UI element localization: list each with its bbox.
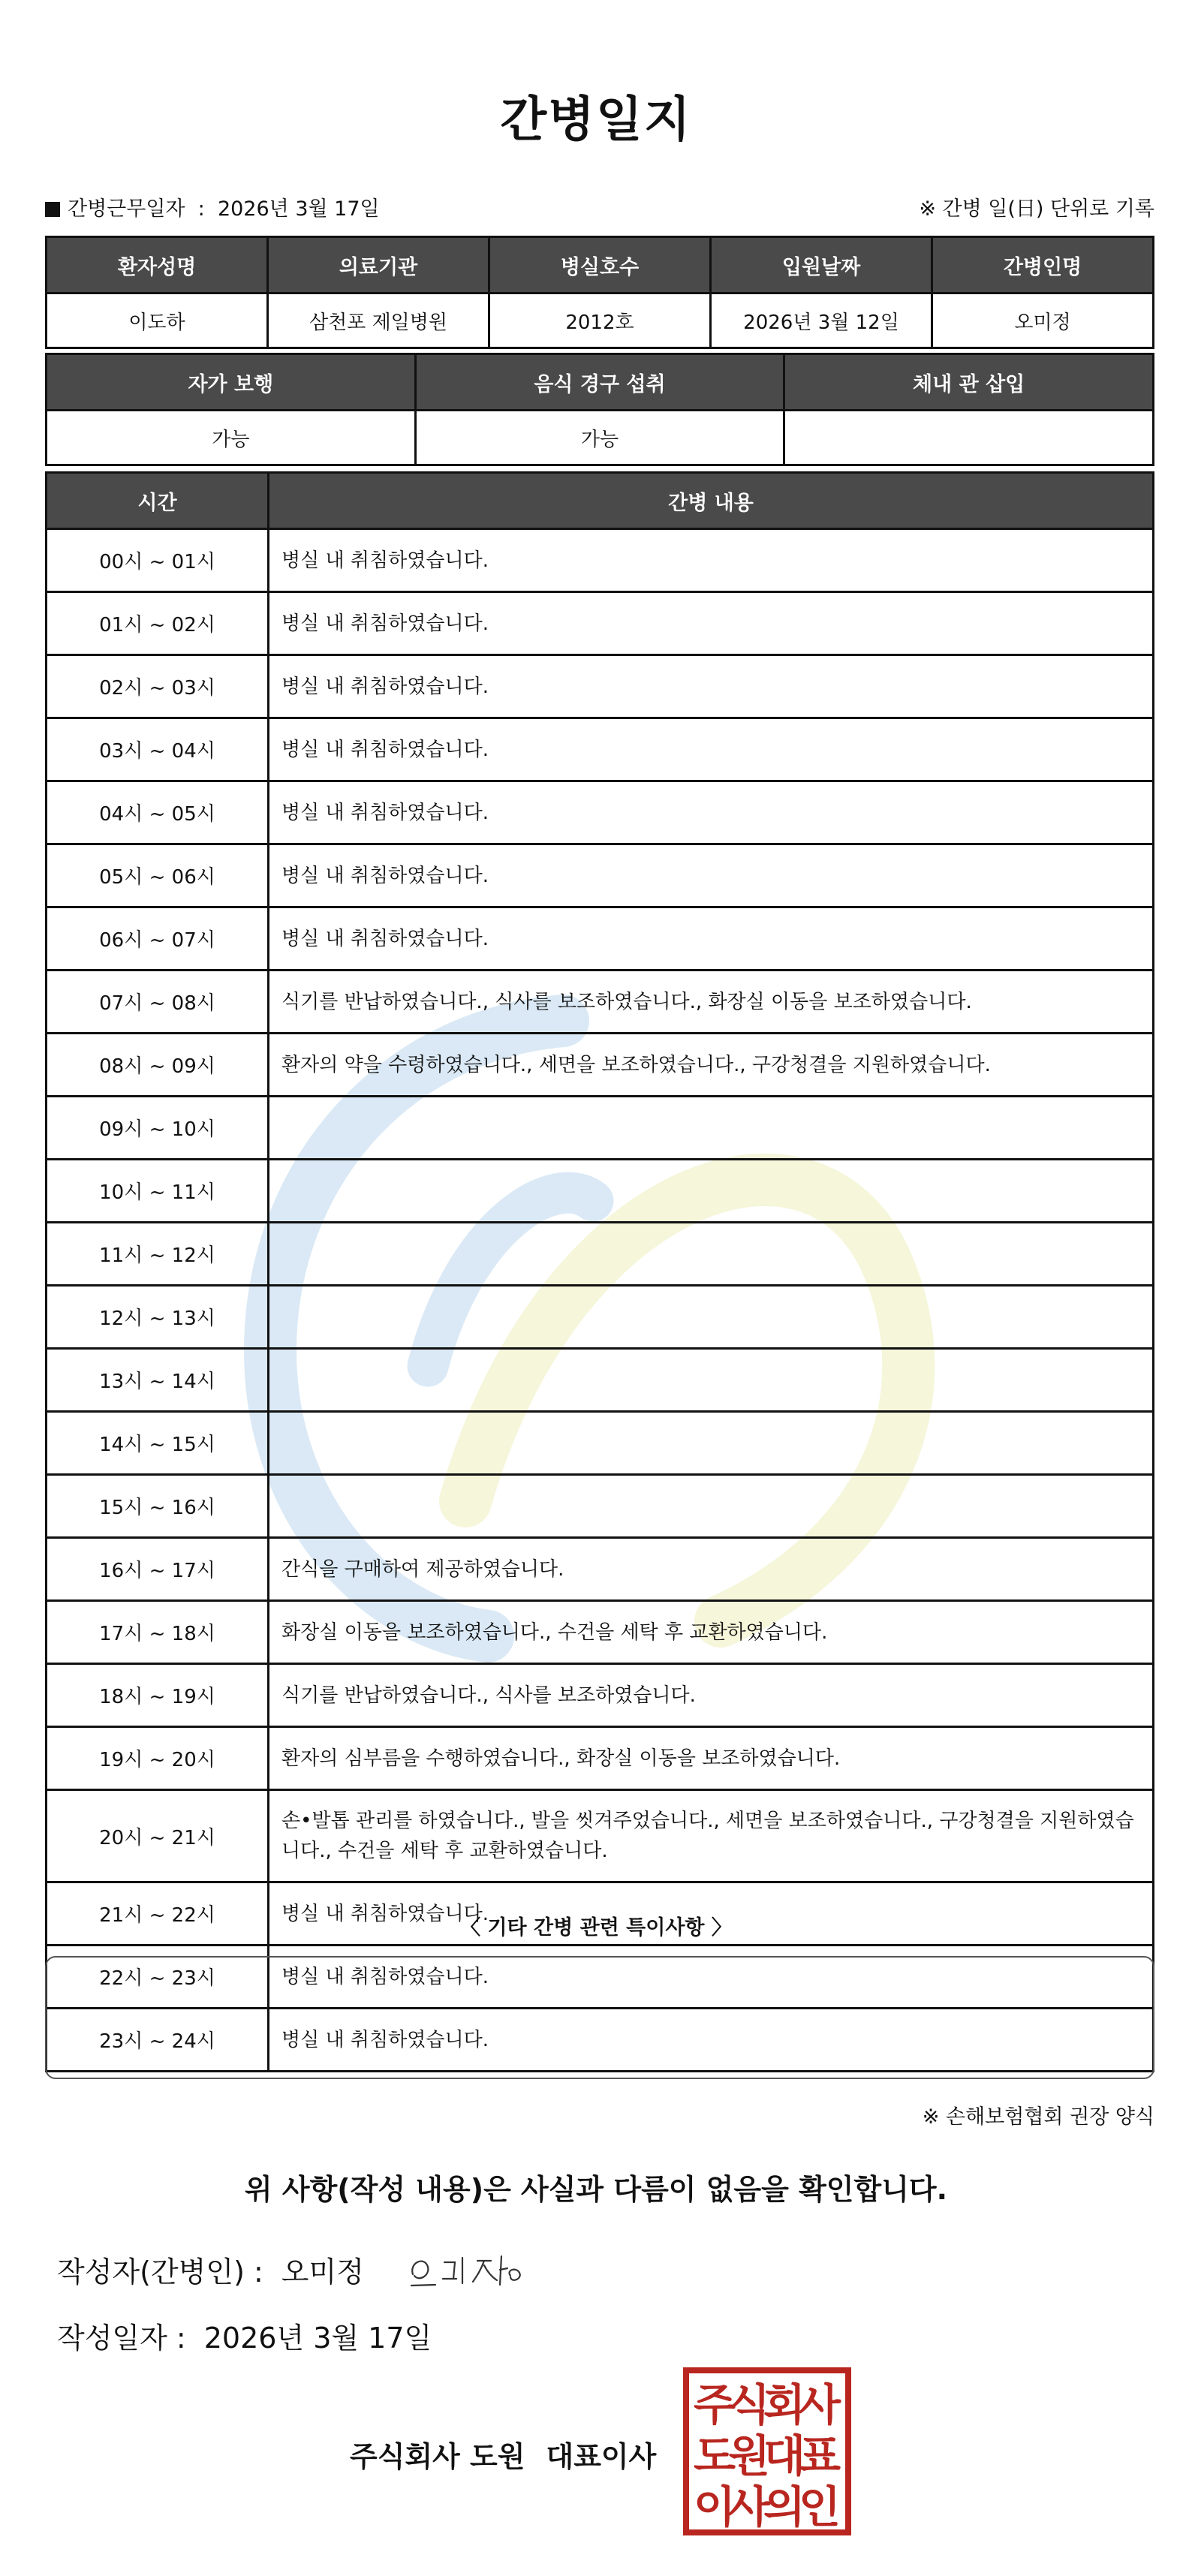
written-date-value: 2026년 3월 17일 (203, 2322, 432, 2355)
value-hospital: 삼천포 제일병원 (268, 293, 489, 348)
row-time: 23시 ~ 24시 (47, 2009, 269, 2072)
row-time: 17시 ~ 18시 (47, 1601, 269, 1664)
table-row (47, 1160, 1154, 1223)
format-note: ※ 손해보험협회 권장 양식 (922, 2105, 1154, 2129)
work-date-label: 간병근무일자 (68, 197, 185, 221)
value-caregiver: 오미정 (932, 293, 1154, 348)
row-time: 14시 ~ 15시 (47, 1412, 269, 1475)
table-row (47, 1538, 1154, 1601)
table-row (47, 1790, 1154, 1882)
patient-info-table (45, 236, 1154, 349)
row-content (269, 1412, 1154, 1475)
table-row (47, 971, 1154, 1034)
header-care-content: 간병 내용 (269, 473, 1154, 529)
writer-line (57, 2249, 364, 2290)
row-time: 03시 ~ 04시 (47, 718, 269, 781)
table-row (47, 1097, 1154, 1160)
row-content: 병실 내 취침하였습니다. (269, 2009, 1154, 2072)
row-content: 간식을 구매하여 제공하였습니다. (269, 1538, 1154, 1601)
row-content: 손•발톱 관리를 하였습니다., 발을 씻겨주었습니다., 세면을 보조하였습니다., 구강청결을 지원하였습니다., 수건을 세탁 후 교환하였습니다. (269, 1790, 1154, 1882)
table-row (47, 529, 1154, 592)
row-time: 13시 ~ 14시 (47, 1349, 269, 1412)
table-row (47, 1286, 1154, 1349)
svg-text:표: 표 (798, 2430, 841, 2481)
value-oral-intake: 가능 (415, 411, 784, 465)
row-time: 02시 ~ 03시 (47, 655, 269, 718)
row-time: 05시 ~ 06시 (47, 844, 269, 907)
row-content: 환자의 약을 수령하였습니다., 세면을 보조하였습니다., 구강청결을 지원하였습니다. (269, 1034, 1154, 1097)
table-row (47, 1034, 1154, 1097)
company-name: 주식회사 도원 (350, 2440, 525, 2473)
special-notes-heading: 〈 기타 간병 관련 특이사항 〉 (460, 1916, 732, 1940)
table-row (47, 1223, 1154, 1286)
company-title: 대표이사 (546, 2440, 657, 2473)
row-content: 병실 내 취침하였습니다. (269, 592, 1154, 655)
svg-text:사: 사 (727, 2481, 771, 2532)
header-patient-name: 환자성명 (47, 237, 268, 293)
row-time: 11시 ~ 12시 (47, 1223, 269, 1286)
table-row (47, 1412, 1154, 1475)
square-bullet-icon (45, 202, 60, 217)
row-time: 20시 ~ 21시 (47, 1790, 269, 1882)
svg-text:원: 원 (727, 2430, 771, 2481)
row-content: 병실 내 취침하였습니다. (269, 907, 1154, 971)
row-content: 병실 내 취침하였습니다. (269, 529, 1154, 592)
header-hospital: 의료기관 (268, 237, 489, 293)
handwritten-signature (405, 2244, 533, 2297)
row-time: 07시 ~ 08시 (47, 971, 269, 1034)
row-time: 00시 ~ 01시 (47, 529, 269, 592)
table-row (47, 1727, 1154, 1790)
row-content (269, 1223, 1154, 1286)
row-content (269, 1475, 1154, 1538)
patient-status-table (45, 353, 1154, 466)
value-room: 2012호 (489, 293, 711, 348)
row-time: 15시 ~ 16시 (47, 1475, 269, 1538)
svg-text:회: 회 (763, 2379, 806, 2430)
value-self-walking: 가능 (47, 411, 416, 465)
header-oral-intake: 음식 경구 섭취 (415, 354, 784, 411)
written-date-line (57, 2315, 432, 2356)
row-time: 10시 ~ 11시 (47, 1160, 269, 1223)
company-seal-stamp (682, 2366, 853, 2537)
row-content: 병실 내 취침하였습니다. (269, 781, 1154, 844)
table-row (47, 1349, 1154, 1412)
writer-name: 오미정 (281, 2256, 364, 2289)
table-row (47, 718, 1154, 781)
header-tube-insertion: 체내 관 삽입 (784, 354, 1154, 411)
row-time: 12시 ~ 13시 (47, 1286, 269, 1349)
svg-text:도: 도 (693, 2430, 736, 2481)
row-time: 09시 ~ 10시 (47, 1097, 269, 1160)
row-time: 01시 ~ 02시 (47, 592, 269, 655)
table-row (47, 655, 1154, 718)
row-content (269, 1097, 1154, 1160)
row-content: 병실 내 취침하였습니다. (269, 1946, 1154, 2009)
table-row (47, 1475, 1154, 1538)
row-content (269, 1349, 1154, 1412)
row-time: 22시 ~ 23시 (47, 1946, 269, 2009)
row-time: 19시 ~ 20시 (47, 1727, 269, 1790)
row-time: 18시 ~ 19시 (47, 1664, 269, 1727)
work-date (45, 192, 380, 221)
value-tube-insertion (784, 411, 1154, 465)
header-time: 시간 (47, 473, 269, 529)
svg-text:이: 이 (693, 2481, 736, 2532)
row-time: 08시 ~ 09시 (47, 1034, 269, 1097)
care-log-table (45, 471, 1154, 2072)
row-content: 식기를 반납하였습니다., 식사를 보조하였습니다., 화장실 이동을 보조하였습니다. (269, 971, 1154, 1034)
work-date-separator: : (197, 197, 205, 221)
row-content: 병실 내 취침하였습니다. (269, 655, 1154, 718)
work-date-value: 2026년 3월 17일 (217, 197, 380, 221)
confirmation-statement: 위 사항(작성 내용)은 사실과 다름이 없음을 확인합니다. (244, 2173, 948, 2206)
row-time: 04시 ~ 05시 (47, 781, 269, 844)
table-row (47, 844, 1154, 907)
header-room: 병실호수 (489, 237, 711, 293)
row-content (269, 1286, 1154, 1349)
value-patient-name: 이도하 (47, 293, 268, 348)
svg-text:의: 의 (763, 2481, 806, 2532)
header-admission-date: 입원날짜 (711, 237, 932, 293)
svg-text:식: 식 (727, 2379, 771, 2430)
table-row (47, 1601, 1154, 1664)
svg-text:대: 대 (763, 2430, 806, 2481)
row-content: 화장실 이동을 보조하였습니다., 수건을 세탁 후 교환하였습니다. (269, 1601, 1154, 1664)
writer-label: 작성자(간병인) : (57, 2256, 263, 2289)
company-signature-line (350, 2433, 656, 2475)
svg-text:사: 사 (798, 2379, 841, 2430)
table-row (47, 592, 1154, 655)
row-time: 21시 ~ 22시 (47, 1882, 269, 1946)
svg-text:주: 주 (693, 2379, 736, 2430)
table-row (47, 907, 1154, 971)
header-caregiver: 간병인명 (932, 237, 1154, 293)
row-content: 병실 내 취침하였습니다. (269, 844, 1154, 907)
written-date-label: 작성일자 : (57, 2322, 186, 2355)
value-admission-date: 2026년 3월 12일 (711, 293, 932, 348)
row-content: 병실 내 취침하였습니다. (269, 1882, 1154, 1946)
row-time: 06시 ~ 07시 (47, 907, 269, 971)
table-row (47, 781, 1154, 844)
table-row (47, 1664, 1154, 1727)
row-content: 식기를 반납하였습니다., 식사를 보조하였습니다. (269, 1664, 1154, 1727)
row-time: 16시 ~ 17시 (47, 1538, 269, 1601)
meta-row (45, 192, 1154, 222)
record-note: ※ 간병 일(日) 단위로 기록 (919, 197, 1154, 221)
header-self-walking: 자가 보행 (47, 354, 416, 411)
row-content: 병실 내 취침하였습니다. (269, 718, 1154, 781)
special-notes-box (45, 1956, 1154, 2079)
document-title: 간병일지 (500, 92, 692, 148)
svg-text:인: 인 (798, 2481, 841, 2532)
row-content (269, 1160, 1154, 1223)
row-content: 환자의 심부름을 수행하였습니다., 화장실 이동을 보조하였습니다. (269, 1727, 1154, 1790)
